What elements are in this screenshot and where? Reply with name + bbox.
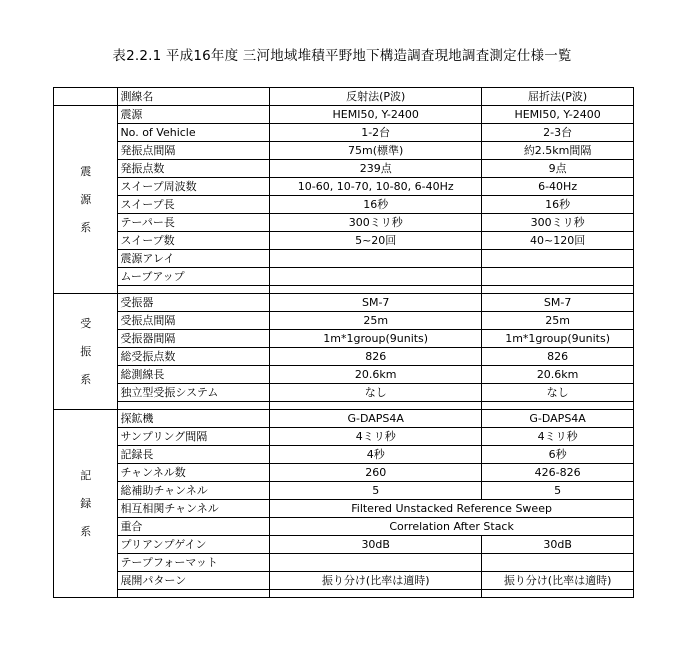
recording-group-label [54, 410, 118, 598]
row-item-label: スイープ長 [118, 196, 270, 214]
row-refraction-value: 1m*1group(9units) [482, 330, 634, 348]
spacer-cell [270, 286, 482, 294]
receiver-group-label-char: 系 [80, 372, 92, 386]
row-item-label: 発振点間隔 [118, 142, 270, 160]
header-item: 測線名 [118, 88, 270, 106]
table-row [54, 178, 634, 196]
header-reflection: 反射法(P波) [270, 88, 482, 106]
table-row [54, 446, 634, 464]
group-spacer-row [54, 590, 634, 598]
table-row [54, 106, 634, 124]
row-reflection-value: 1-2台 [270, 124, 482, 142]
row-reflection-value [270, 554, 482, 572]
table-row [54, 572, 634, 590]
row-reflection-value: 20.6km [270, 366, 482, 384]
row-item-label: 総測線長 [118, 366, 270, 384]
receiver-group-label-char: 受 [80, 316, 92, 330]
row-refraction-value [482, 268, 634, 286]
row-refraction-value: 振り分け(比率は適時) [482, 572, 634, 590]
row-refraction-value: 300ミリ秒 [482, 214, 634, 232]
row-refraction-value: 6秒 [482, 446, 634, 464]
row-item-label: 相互相関チャンネル [118, 500, 270, 518]
row-item-label: 発振点数 [118, 160, 270, 178]
row-reflection-value: 25m [270, 312, 482, 330]
row-reflection-value [270, 250, 482, 268]
recording-group-label-char: 記 [80, 468, 92, 482]
row-refraction-value: 約2.5km間隔 [482, 142, 634, 160]
row-reflection-value: G-DAPS4A [270, 410, 482, 428]
table-row [54, 124, 634, 142]
row-reflection-value: 5 [270, 482, 482, 500]
row-reflection-value: 16秒 [270, 196, 482, 214]
row-refraction-value: HEMI50, Y-2400 [482, 106, 634, 124]
table-row [54, 554, 634, 572]
row-refraction-value: なし [482, 384, 634, 402]
table-row [54, 196, 634, 214]
spacer-cell [118, 402, 270, 410]
row-refraction-value [482, 554, 634, 572]
row-item-label: 震源アレイ [118, 250, 270, 268]
row-reflection-value [270, 268, 482, 286]
row-reflection-value: 75m(標準) [270, 142, 482, 160]
recording-group-label-char: 録 [80, 496, 92, 510]
group-spacer-row [54, 402, 634, 410]
row-item-label: 震源 [118, 106, 270, 124]
row-reflection-value: 4秒 [270, 446, 482, 464]
row-refraction-value: 5 [482, 482, 634, 500]
header-corner [54, 88, 118, 106]
row-refraction-value: 826 [482, 348, 634, 366]
spacer-cell [118, 286, 270, 294]
row-reflection-value: なし [270, 384, 482, 402]
source-group-label-char: 系 [80, 220, 92, 234]
table-row [54, 366, 634, 384]
row-reflection-value: 239点 [270, 160, 482, 178]
table-row [54, 384, 634, 402]
table-row [54, 536, 634, 554]
row-reflection-value: 30dB [270, 536, 482, 554]
row-item-label: ムーブアップ [118, 268, 270, 286]
table-row [54, 428, 634, 446]
row-item-label: 総受振点数 [118, 348, 270, 366]
row-item-label: 受振器間隔 [118, 330, 270, 348]
spacer-cell [482, 590, 634, 598]
row-reflection-value: 260 [270, 464, 482, 482]
row-refraction-value: 6-40Hz [482, 178, 634, 196]
row-refraction-value: 426-826 [482, 464, 634, 482]
group-spacer-row [54, 286, 634, 294]
row-item-label: プリアンプゲイン [118, 536, 270, 554]
row-item-label: No. of Vehicle [118, 124, 270, 142]
specification-table [53, 87, 634, 598]
row-item-label: サンプリング間隔 [118, 428, 270, 446]
row-item-label: 総補助チャンネル [118, 482, 270, 500]
row-merged-value: Correlation After Stack [270, 518, 634, 536]
row-item-label: 記録長 [118, 446, 270, 464]
table-title: 表2.2.1 平成16年度 三河地域堆積平野地下構造調査現地調査測定仕様一覧 [112, 48, 572, 64]
row-reflection-value: 826 [270, 348, 482, 366]
source-group-label-char: 源 [80, 192, 92, 206]
row-merged-value: Filtered Unstacked Reference Sweep [270, 500, 634, 518]
table-row [54, 232, 634, 250]
row-item-label: 展開パターン [118, 572, 270, 590]
row-reflection-value: SM-7 [270, 294, 482, 312]
row-refraction-value: 9点 [482, 160, 634, 178]
table-row [54, 482, 634, 500]
row-item-label: チャンネル数 [118, 464, 270, 482]
table-row [54, 142, 634, 160]
spacer-cell [270, 590, 482, 598]
row-refraction-value: 2-3台 [482, 124, 634, 142]
table-row [54, 312, 634, 330]
row-refraction-value: 20.6km [482, 366, 634, 384]
recording-group-label-char: 系 [80, 524, 92, 538]
row-item-label: 独立型受振システム [118, 384, 270, 402]
table-row [54, 214, 634, 232]
spacer-cell [482, 402, 634, 410]
row-item-label: テーパー長 [118, 214, 270, 232]
row-item-label: 受振点間隔 [118, 312, 270, 330]
row-item-label: 探鉱機 [118, 410, 270, 428]
table-row [54, 160, 634, 178]
row-item-label: 受振器 [118, 294, 270, 312]
spacer-cell [270, 402, 482, 410]
table-row [54, 294, 634, 312]
row-reflection-value: 1m*1group(9units) [270, 330, 482, 348]
row-item-label: 重合 [118, 518, 270, 536]
table-row [54, 250, 634, 268]
table-row [54, 348, 634, 366]
row-reflection-value: 5~20回 [270, 232, 482, 250]
spacer-cell [118, 590, 270, 598]
table-row [54, 330, 634, 348]
spacer-cell [482, 286, 634, 294]
row-refraction-value: 4ミリ秒 [482, 428, 634, 446]
table-row [54, 518, 634, 536]
source-group-label [54, 106, 118, 294]
row-refraction-value: 40~120回 [482, 232, 634, 250]
receiver-group-label-char: 振 [80, 344, 92, 358]
row-refraction-value: 25m [482, 312, 634, 330]
row-reflection-value: 振り分け(比率は適時) [270, 572, 482, 590]
row-reflection-value: 300ミリ秒 [270, 214, 482, 232]
table-row [54, 410, 634, 428]
row-item-label: テープフォーマット [118, 554, 270, 572]
row-item-label: スイープ数 [118, 232, 270, 250]
header-row [54, 88, 634, 106]
source-group-label-char: 震 [80, 164, 92, 178]
row-refraction-value: 16秒 [482, 196, 634, 214]
table-row [54, 464, 634, 482]
row-refraction-value [482, 250, 634, 268]
row-reflection-value: 10-60, 10-70, 10-80, 6-40Hz [270, 178, 482, 196]
row-refraction-value: SM-7 [482, 294, 634, 312]
table-row [54, 268, 634, 286]
receiver-group-label [54, 294, 118, 410]
row-reflection-value: 4ミリ秒 [270, 428, 482, 446]
row-item-label: スイープ周波数 [118, 178, 270, 196]
header-refraction: 屈折法(P波) [482, 88, 634, 106]
row-refraction-value: 30dB [482, 536, 634, 554]
table-row [54, 500, 634, 518]
row-refraction-value: G-DAPS4A [482, 410, 634, 428]
row-reflection-value: HEMI50, Y-2400 [270, 106, 482, 124]
